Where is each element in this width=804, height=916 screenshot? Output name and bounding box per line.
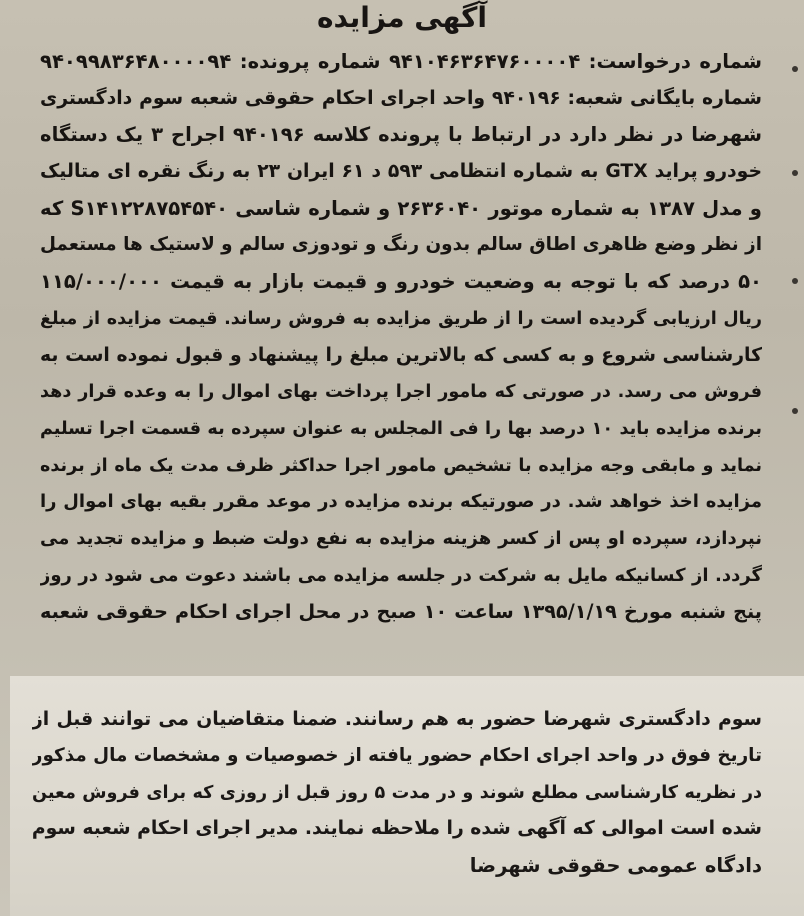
notice-line: مزایده اخذ خواهد شد. در صورتیکه برنده مزایده در موعد مقرر بقیه بهای اموال را — [40, 491, 762, 513]
notice-line: شده است اموالی که آگهی شده را ملاحظه نمایند. مدیر اجرای احکام شعبه سوم — [32, 818, 762, 840]
notice-line: از نظر وضع ظاهری اطاق سالم بدون رنگ و تودوزی سالم و لاستیک ها مستعمل — [40, 234, 762, 256]
notice-line: شماره بایگانی شعبه: ۹۴۰۱۹۶ واحد اجرای احکام حقوقی شعبه سوم دادگستری — [40, 87, 762, 109]
notice-line: سوم دادگستری شهرضا حضور به هم رسانند. ضمنا متقاضیان می توانند قبل از — [32, 709, 762, 730]
margin-speck — [792, 278, 798, 284]
notice-line: و مدل ۱۳۸۷ به شماره موتور ۲۶۳۶۰۴۰ و شماره شاسی S۱۴۱۲۲۸۷۵۴۵۴۰ که — [40, 196, 762, 220]
notice-line: فروش می رسد. در صورتی که مامور اجرا پرداخت بهای اموال را به وعده قرار دهد — [40, 382, 762, 403]
notice-title: آگهی مزایده — [316, 1, 487, 34]
notice-line: شماره درخواست: ۹۴۱۰۴۶۳۶۴۷۶۰۰۰۰۴ شماره پرونده: ۹۴۰۹۹۸۳۶۴۸۰۰۰۰۹۴ — [40, 50, 762, 73]
margin-speck — [792, 170, 798, 176]
notice-line: نپردازد، سپرده او پس از کسر هزینه مزایده به نفع دولت ضبط و مزایده تجدید می — [40, 527, 762, 549]
notice-line: پنج شنبه مورخ ۱۳۹۵/۱/۱۹ ساعت ۱۰ صبح در محل اجرای احکام حقوقی شعبه — [40, 600, 762, 624]
notice-line: نماید و مابقی وجه مزایده با تشخیص مامور اجرا حداکثر ظرف مدت یک ماه از برنده — [40, 455, 762, 476]
notice-line: کارشناسی شروع و به کسی که بالاترین مبلغ را پیشنهاد و قبول نموده است به — [40, 344, 762, 366]
margin-speck — [792, 408, 798, 414]
margin-speck — [792, 66, 798, 72]
notice-line: ۵۰ درصد که با توجه به وضعیت خودرو و قیمت بازار به قیمت ۱۱۵/۰۰۰/۰۰۰ — [40, 270, 762, 294]
notice-line: برنده مزایده باید ۱۰ درصد بها را فی المجلس به عنوان سپرده به قسمت اجرا تسلیم — [40, 418, 762, 439]
notice-line: ریال ارزیابی گردیده است را از طریق مزایده به فروش رساند. قیمت مزایده از مبلغ — [40, 308, 762, 329]
notice-signature-line: دادگاه عمومی حقوقی شهرضا — [469, 853, 762, 877]
notice-body-lower — [32, 702, 762, 884]
notice-line: تاریخ فوق در واحد اجرای احکام حضور یافته از خصوصیات و مشخصات مال مذکور — [32, 745, 762, 767]
notice-line: گردد. از کسانیکه مایل به شرکت در جلسه مزایده می باشند دعوت می شود در روز — [40, 564, 762, 586]
notice-line: در نظریه کارشناسی مطلع شوند و در مدت ۵ روز قبل از روزی که برای فروش معین — [32, 782, 762, 803]
notice-line: خودرو پراید GTX به شماره انتظامی ۵۹۳ د ۶۱ ایران ۲۳ به رنگ نقره ای متالیک — [40, 161, 762, 183]
notice-line: شهرضا در نظر دارد در ارتباط با پرونده کلاسه ۹۴۰۱۹۶ اجراح ۳ یک دستگاه — [40, 123, 762, 147]
notice-body-upper — [40, 44, 762, 631]
